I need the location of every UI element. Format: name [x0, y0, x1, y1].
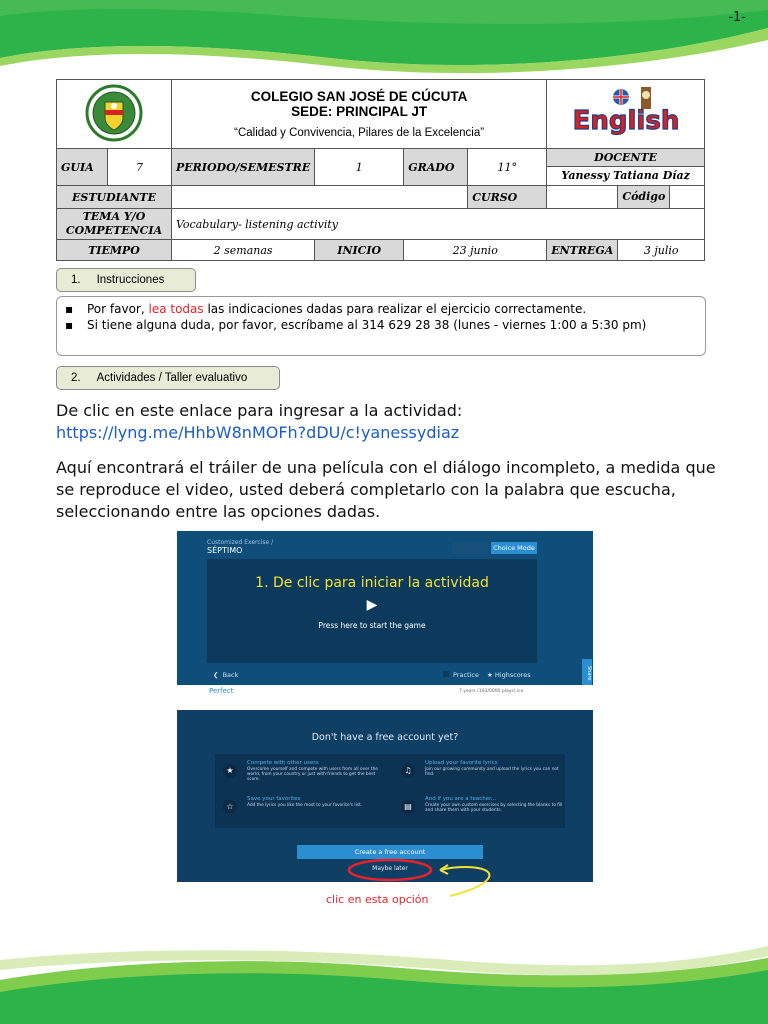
tiempo-value: 2 semanas	[172, 240, 315, 261]
other-mode-button[interactable]	[452, 542, 488, 554]
docente-cell	[547, 149, 705, 186]
highscores-button[interactable]: ★ Highscores	[487, 671, 531, 679]
practice-button[interactable]: Practice	[443, 671, 479, 679]
estudiante-value	[172, 186, 468, 209]
tema-label-cell	[57, 209, 172, 240]
feature-compete-text: Overcome yourself and compete with users from all over the world, from your country or just with friends to get the best score.	[247, 767, 378, 782]
music-note-icon: ♫	[401, 764, 415, 778]
english-logo-text: English	[572, 105, 679, 136]
school-title-cell	[172, 80, 547, 149]
maybe-later-button[interactable]: Maybe later	[372, 865, 408, 872]
star-icon: ☆	[223, 800, 237, 814]
feature-teacher-title: And if you are a teacher...	[425, 796, 497, 802]
back-button[interactable]: ❮ Back	[213, 671, 239, 679]
tiempo-label: TIEMPO	[57, 240, 172, 261]
features-panel	[215, 754, 565, 828]
school-motto: “Calidad y Convivencia, Pilares de la Excelencia”	[234, 127, 485, 139]
periodo-value: 1	[315, 149, 404, 186]
instruction-highlight: lea todas	[148, 302, 204, 316]
codigo-label: Código	[618, 186, 670, 208]
school-name-line2: SEDE: PRINCIPAL JT	[291, 104, 428, 119]
section2-number: 2.	[71, 372, 81, 384]
document-icon: ▤	[401, 800, 415, 814]
competencia-label: COMPETENCIA	[65, 224, 163, 237]
instruction-item-1: ▪ Por favor, lea todas las indicaciones dadas para realizar el ejercicio correctamente.	[87, 301, 705, 317]
inicio-value: 23 junio	[404, 240, 547, 261]
activity-intro: De clic en este enlace para ingresar a la actividad:	[56, 401, 463, 420]
guia-value: 7	[108, 149, 172, 186]
maybe-later-highlight-ellipse	[349, 860, 431, 880]
activity-description: Aquí encontrará el tráiler de una película con el diálogo incompleto, a medida que se reproduce el video, usted deberá completarlo con la palabra que escucha, seleccionando entre las opciones dadas.	[56, 458, 716, 521]
play-icon[interactable]: ▶	[366, 597, 378, 613]
create-account-button[interactable]: Create a free account	[297, 845, 483, 859]
exercise-title: SÉPTIMO	[207, 546, 243, 555]
school-crest-icon	[83, 84, 145, 142]
tema-value: Vocabulary- listening activity	[172, 209, 705, 240]
annotation-label: clic en esta opción	[326, 893, 429, 906]
footer-perfect: Perfect	[209, 687, 234, 695]
inicio-label: INICIO	[315, 240, 404, 261]
section1-number: 1.	[71, 274, 81, 286]
english-logo-icon	[561, 83, 691, 143]
estudiante-label: ESTUDIANTE	[57, 186, 172, 209]
grado-value: 11°	[468, 149, 547, 186]
choice-mode-button[interactable]: Choice Mode	[491, 542, 537, 554]
tema-label: TEMA Y/O	[82, 210, 146, 223]
section-actividades-heading	[56, 366, 280, 390]
section-instrucciones-heading	[56, 268, 196, 292]
share-side-tab[interactable]: Share	[582, 659, 592, 687]
video-area[interactable]	[207, 559, 537, 663]
exercise-breadcrumb: Customized Exercise /	[207, 539, 274, 546]
bottom-wave-decoration	[0, 940, 768, 1024]
entrega-label: ENTREGA	[547, 240, 618, 261]
activity-link[interactable]: https://lyng.me/HhbW8nMOFh?dDU/c!yanessydiaz	[56, 423, 460, 442]
trophy-icon: ★	[487, 671, 493, 679]
school-name-line1: COLEGIO SAN JOSÉ DE CÚCUTA	[250, 89, 468, 104]
trophy-icon: ★	[223, 764, 237, 778]
start-activity-overlay: 1. De clic para iniciar la actividad	[255, 575, 489, 591]
header-table	[56, 79, 705, 261]
feature-teacher-text: Create your own custom exercises by selecting the blanks to fill and share them with your students.	[425, 803, 563, 813]
section2-title: Actividades / Taller evaluativo	[96, 372, 248, 384]
game-screenshot[interactable]	[177, 531, 593, 699]
guia-label: GUIA	[57, 149, 108, 186]
account-modal-title: Don't have a free account yet?	[311, 732, 459, 743]
codigo-cell	[618, 186, 705, 209]
instructions-box	[56, 296, 706, 356]
english-logo-cell	[547, 80, 705, 149]
school-logo-cell	[57, 80, 172, 149]
entrega-value: 3 julio	[618, 240, 705, 261]
feature-favorites-text: Add the lyrics you like the most to your favorite's list.	[247, 803, 363, 808]
periodo-label: PERIODO/SEMESTRE	[172, 149, 315, 186]
feature-compete-title: Compete with other users	[247, 760, 319, 766]
feature-upload-text: Join our growing community and upload the lyrics you can not find.	[425, 767, 559, 777]
annotation-arrow	[440, 867, 489, 896]
grado-label: GRADO	[404, 149, 468, 186]
feature-favorites-title: Save your favorites	[247, 796, 301, 802]
instruction-item-2: ▪ Si tiene alguna duda, por favor, escríbame al 314 629 28 38 (lunes - viernes 1:00 a 5:30 pm)	[87, 317, 705, 333]
curso-value	[547, 186, 618, 209]
docente-value: Yanessy Tatiana Díaz	[561, 169, 690, 182]
game-footer	[177, 685, 593, 699]
start-game-text[interactable]: Press here to start the game	[318, 621, 426, 630]
feature-upload-title: Upload your favorite lyrics	[425, 760, 498, 766]
section1-title: Instrucciones	[96, 274, 165, 286]
docente-label: DOCENTE	[547, 149, 704, 167]
curso-label: CURSO	[468, 186, 547, 209]
top-wave-decoration	[0, 0, 768, 80]
footer-stats: 7 years (193/0000 plays) ico	[459, 689, 524, 694]
practice-checkbox-icon	[443, 671, 449, 677]
page-number: -1-	[728, 10, 746, 25]
